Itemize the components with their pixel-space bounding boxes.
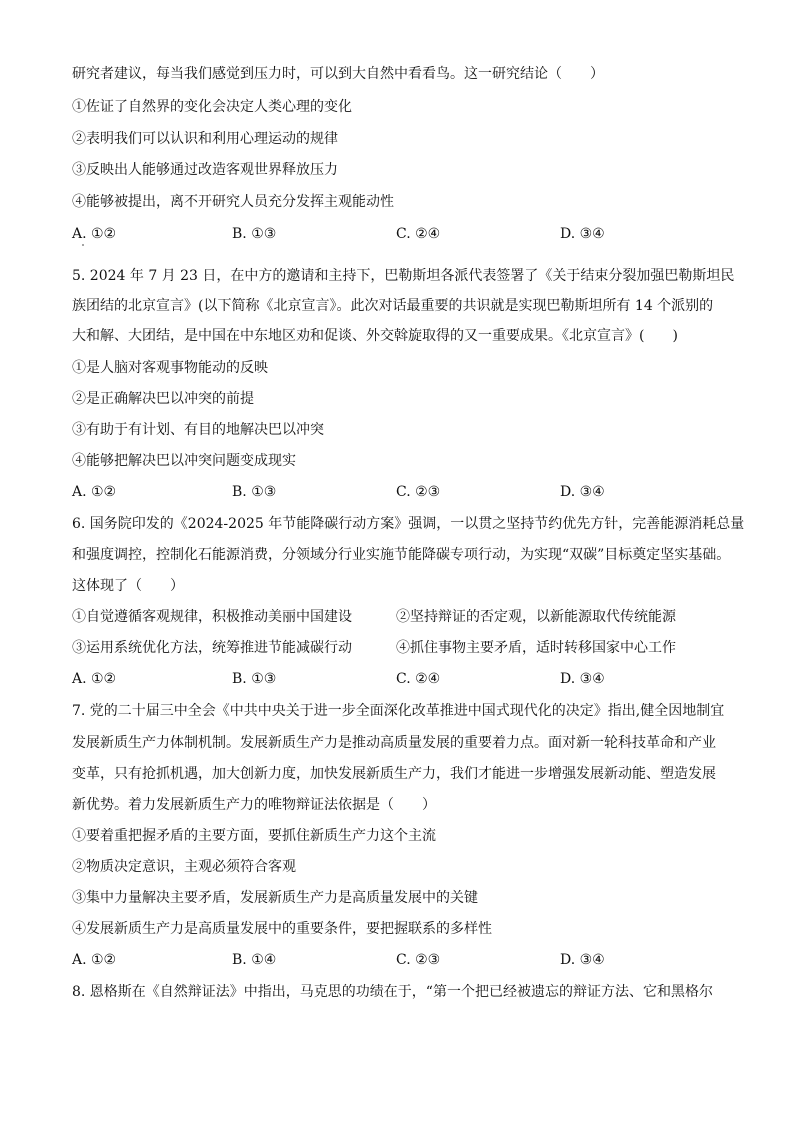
- q7-item-2: ②物质决定意识，主观必须符合客观: [72, 859, 296, 875]
- q6-option-d: D. ③④: [560, 671, 605, 687]
- q6-item-4: ④抓住事物主要矛盾，适时转移国家中心工作: [396, 640, 676, 656]
- q4-option-a: A. ①②: [72, 226, 117, 242]
- q7-option-c: C. ②③: [396, 952, 441, 968]
- q6-items-row-1: [72, 607, 712, 627]
- q4-item-3: ③反映出人能够通过改造客观世界释放压力: [72, 162, 338, 178]
- q6-options: [72, 669, 712, 689]
- q4-stem: 研究者建议，每当我们感觉到压力时，可以到大自然中看看鸟。这一研究结论（ ）: [72, 66, 604, 82]
- q5-option-c: C. ②③: [396, 484, 441, 500]
- q5-item-2: ②是正确解决巴以冲突的前提: [72, 391, 254, 407]
- q5-item-3: ③有助于有计划、有目的地解决巴以冲突: [72, 422, 324, 438]
- q6-line-2: 和强度调控，控制化石能源消费，分领域分行业实施节能降碳专项行动，为实现“双碳”目标奠定坚实基础。: [72, 547, 731, 563]
- q4-options: [72, 224, 712, 244]
- q4-option-d: D. ③④: [560, 226, 605, 242]
- q7-item-3: ③集中力量解决主要矛盾，发展新质生产力是高质量发展中的关键: [72, 890, 478, 906]
- q6-item-3: ③运用系统优化方法，统筹推进节能减碳行动: [72, 640, 352, 656]
- q5-line-1: 5. 2024 年 7 月 23 日，在中方的邀请和主持下，巴勒斯坦各派代表签署了《关于结束分裂加强巴勒斯坦民: [72, 268, 735, 284]
- q7-line-4: 新优势。着力发展新质生产力的唯物辩证法依据是（ ）: [72, 797, 436, 813]
- q6-line-1: 6. 国务院印发的《2024-2025 年节能降碳行动方案》强调，一以贯之坚持节约优先方针，完善能源消耗总量: [72, 516, 745, 532]
- q7-line-1: 7. 党的二十届三中全会《中共中央关于进一步全面深化改革推进中国式现代化的决定》指出,健全因地制宜: [72, 703, 725, 719]
- q5-options: [72, 482, 712, 502]
- q6-option-a: A. ①②: [72, 671, 117, 687]
- q7-item-4: ④发展新质生产力是高质量发展中的重要条件，要把握联系的多样性: [72, 921, 492, 937]
- q7-option-a: A. ①②: [72, 952, 117, 968]
- q6-item-2: ②坚持辩证的否定观，以新能源取代传统能源: [396, 609, 676, 625]
- q7-options: [72, 950, 712, 970]
- stray-mark: [82, 244, 84, 246]
- q6-option-b: B. ①③: [232, 671, 277, 687]
- q5-option-a: A. ①②: [72, 484, 117, 500]
- q4-option-c: C. ②④: [396, 226, 441, 242]
- q6-line-3: 这体现了（ ）: [72, 578, 184, 594]
- q4-option-b: B. ①③: [232, 226, 277, 242]
- q6-item-1: ①自觉遵循客观规律，积极推动美丽中国建设: [72, 609, 352, 625]
- q6-items-row-2: [72, 638, 712, 658]
- q7-item-1: ①要着重把握矛盾的主要方面，要抓住新质生产力这个主流: [72, 828, 436, 844]
- q5-line-2: 族团结的北京宣言》(以下简称《北京宣言》。此次对话最重要的共识就是实现巴勒斯坦所有 14 个派别的: [72, 298, 714, 314]
- q8-line-1: 8. 恩格斯在《自然辩证法》中指出，马克思的功绩在于，“第一个把已经被遗忘的辩证方法、它和黑格尔: [72, 984, 713, 1000]
- q6-option-c: C. ②④: [396, 671, 441, 687]
- q7-line-2: 发展新质生产力体制机制。发展新质生产力是推动高质量发展的重要着力点。面对新一轮科技革命和产业: [72, 735, 716, 751]
- q7-option-b: B. ①④: [232, 952, 277, 968]
- q4-item-2: ②表明我们可以认识和利用心理运动的规律: [72, 131, 338, 147]
- q5-option-d: D. ③④: [560, 484, 605, 500]
- q5-option-b: B. ①③: [232, 484, 277, 500]
- q4-item-4: ④能够被提出，离不开研究人员充分发挥主观能动性: [72, 194, 394, 210]
- q7-line-3: 变革，只有抢抓机遇，加大创新力度，加快发展新质生产力，我们才能进一步增强发展新动能、塑造发展: [72, 766, 716, 782]
- q4-item-1: ①佐证了自然界的变化会决定人类心理的变化: [72, 99, 352, 115]
- q5-line-3: 大和解、大团结，是中国在中东地区劝和促谈、外交斡旋取得的又一重要成果。《北京宣言》( ): [72, 328, 678, 344]
- q7-option-d: D. ③④: [560, 952, 605, 968]
- q5-item-4: ④能够把解决巴以冲突问题变成现实: [72, 453, 296, 469]
- q5-item-1: ①是人脑对客观事物能动的反映: [72, 360, 268, 376]
